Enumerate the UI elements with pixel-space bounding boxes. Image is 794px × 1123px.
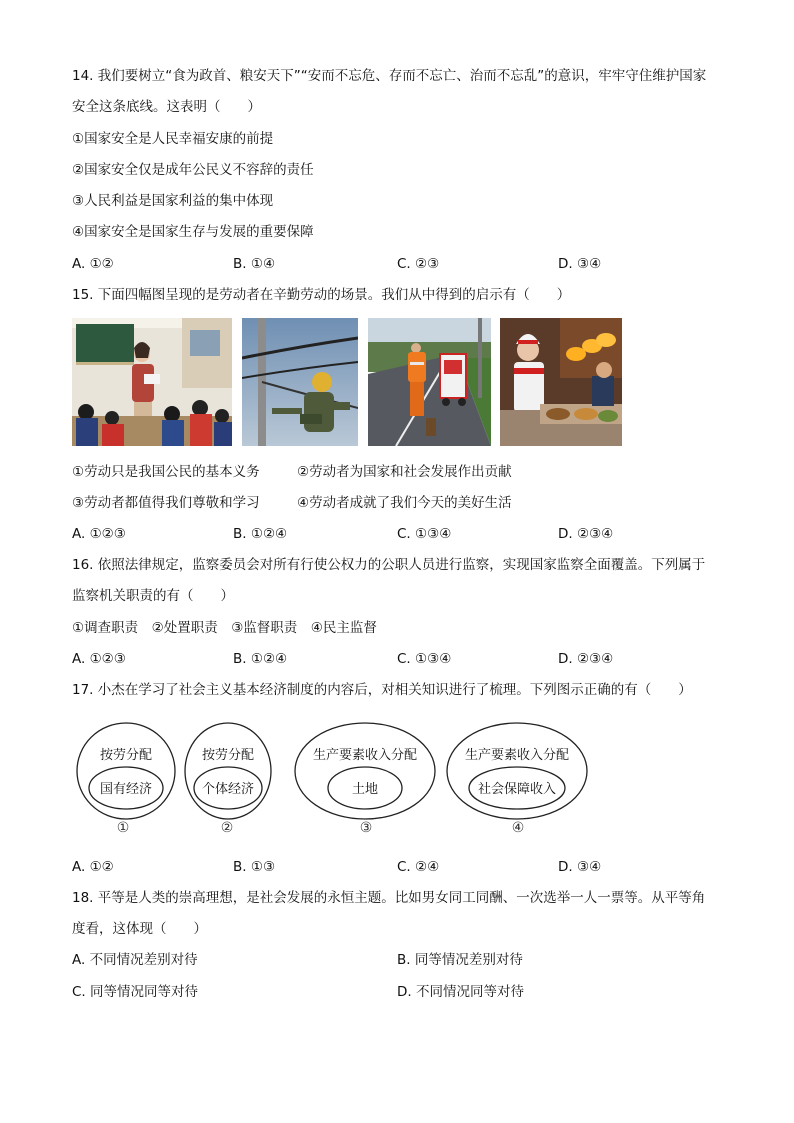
diagram-3-number: ③ [359, 820, 373, 836]
q14-stem-line2: 安全这条底线。这表明（ ） [72, 99, 261, 115]
q15-statement-3: ③劳动者都值得我们尊敬和学习 [72, 495, 260, 511]
q14-statement-2: ②国家安全仅是成年公民义不容辞的责任 [72, 162, 314, 178]
q15-statement-2: ②劳动者为国家和社会发展作出贡献 [297, 464, 512, 480]
diagram-2-outer-ellipse [185, 723, 271, 819]
q14-option-a[interactable]: A. ①② [72, 256, 114, 272]
diagram-1-number: ① [116, 820, 130, 836]
diagram-2 [184, 722, 276, 840]
photo-teacher-classroom [72, 318, 232, 446]
q17-stem: 17. 小杰在学习了社会主义基本经济制度的内容后，对相关知识进行了梳理。下列图示正确的有（ ） [72, 682, 692, 698]
diagram-3-outer-label: 生产要素收入分配 [312, 748, 418, 763]
diagram-4-outer-ellipse [447, 723, 587, 819]
q15-stem: 15. 下面四幅图呈现的是劳动者在辛勤劳动的场景。我们从中得到的启示有（ ） [72, 287, 571, 303]
q17-option-a[interactable]: A. ①② [72, 859, 114, 875]
q15-option-d[interactable]: D. ②③④ [558, 526, 614, 542]
diagram-4-outer-label: 生产要素收入分配 [464, 748, 570, 763]
q14-option-c[interactable]: C. ②③ [397, 256, 440, 272]
q18-option-d[interactable]: D. 不同情况同等对待 [397, 984, 524, 1000]
q14-option-b[interactable]: B. ①④ [233, 256, 276, 272]
diagram-1-outer-label: 按劳分配 [99, 748, 153, 763]
q18-option-b[interactable]: B. 同等情况差别对待 [397, 952, 523, 968]
q15-statement-4: ④劳动者成就了我们今天的美好生活 [297, 495, 512, 511]
q15-statement-1: ①劳动只是我国公民的基本义务 [72, 464, 260, 480]
q17-option-d[interactable]: D. ③④ [558, 859, 602, 875]
diagram-4-number: ④ [511, 820, 525, 836]
q18-option-a[interactable]: A. 不同情况差别对待 [72, 952, 198, 968]
diagram-4 [446, 722, 588, 840]
diagram-1-outer-ellipse [77, 723, 175, 819]
q14-stem-line1: 14. 我们要树立“食为政首、粮安天下”“安而不忘危、存而不忘亡、治而不忘乱”的意识，牢牢守住维护国家 [72, 68, 707, 84]
q18-stem-line2: 度看，这体现（ ） [72, 921, 207, 937]
diagram-3 [294, 722, 436, 840]
q16-option-a[interactable]: A. ①②③ [72, 651, 126, 667]
photo-street-sweeper [368, 318, 491, 446]
q17-option-b[interactable]: B. ①③ [233, 859, 276, 875]
q14-statement-4: ④国家安全是国家生存与发展的重要保障 [72, 224, 314, 240]
diagram-3-inner-label: 土地 [351, 782, 379, 797]
diagram-1-inner-label: 国有经济 [99, 782, 153, 797]
q16-option-b[interactable]: B. ①②④ [233, 651, 288, 667]
diagram-4-inner-label: 社会保障收入 [477, 782, 557, 797]
q17-option-c[interactable]: C. ②④ [397, 859, 440, 875]
q18-option-c[interactable]: C. 同等情况同等对待 [72, 984, 199, 1000]
diagram-2-outer-label: 按劳分配 [201, 748, 255, 763]
diagram-3-outer-ellipse [295, 723, 435, 819]
q14-option-d[interactable]: D. ③④ [558, 256, 602, 272]
q18-stem-line1: 18. 平等是人类的崇高理想，是社会发展的永恒主题。比如男女同工同酬、一次选举一人一票等。从平等角 [72, 890, 706, 906]
q15-option-b[interactable]: B. ①②④ [233, 526, 288, 542]
diagram-2-inner-label: 个体经济 [201, 782, 255, 797]
q15-option-c[interactable]: C. ①③④ [397, 526, 452, 542]
q14-statement-3: ③人民利益是国家利益的集中体现 [72, 193, 274, 209]
q16-stem-line1: 16. 依照法律规定，监察委员会对所有行使公权力的公职人员进行监察，实现国家监察全面覆盖。下列属于 [72, 557, 706, 573]
q15-option-a[interactable]: A. ①②③ [72, 526, 126, 542]
q16-option-d[interactable]: D. ②③④ [558, 651, 614, 667]
diagram-1 [76, 722, 176, 840]
q16-option-c[interactable]: C. ①③④ [397, 651, 452, 667]
photo-canteen-worker [500, 318, 622, 446]
photo-electrician-on-pole [242, 318, 358, 446]
diagram-2-number: ② [220, 820, 234, 836]
q16-statements: ①调查职责 ②处置职责 ③监督职责 ④民主监督 [72, 620, 377, 636]
q16-stem-line2: 监察机关职责的有（ ） [72, 588, 234, 604]
q14-statement-1: ①国家安全是人民幸福安康的前提 [72, 131, 274, 147]
